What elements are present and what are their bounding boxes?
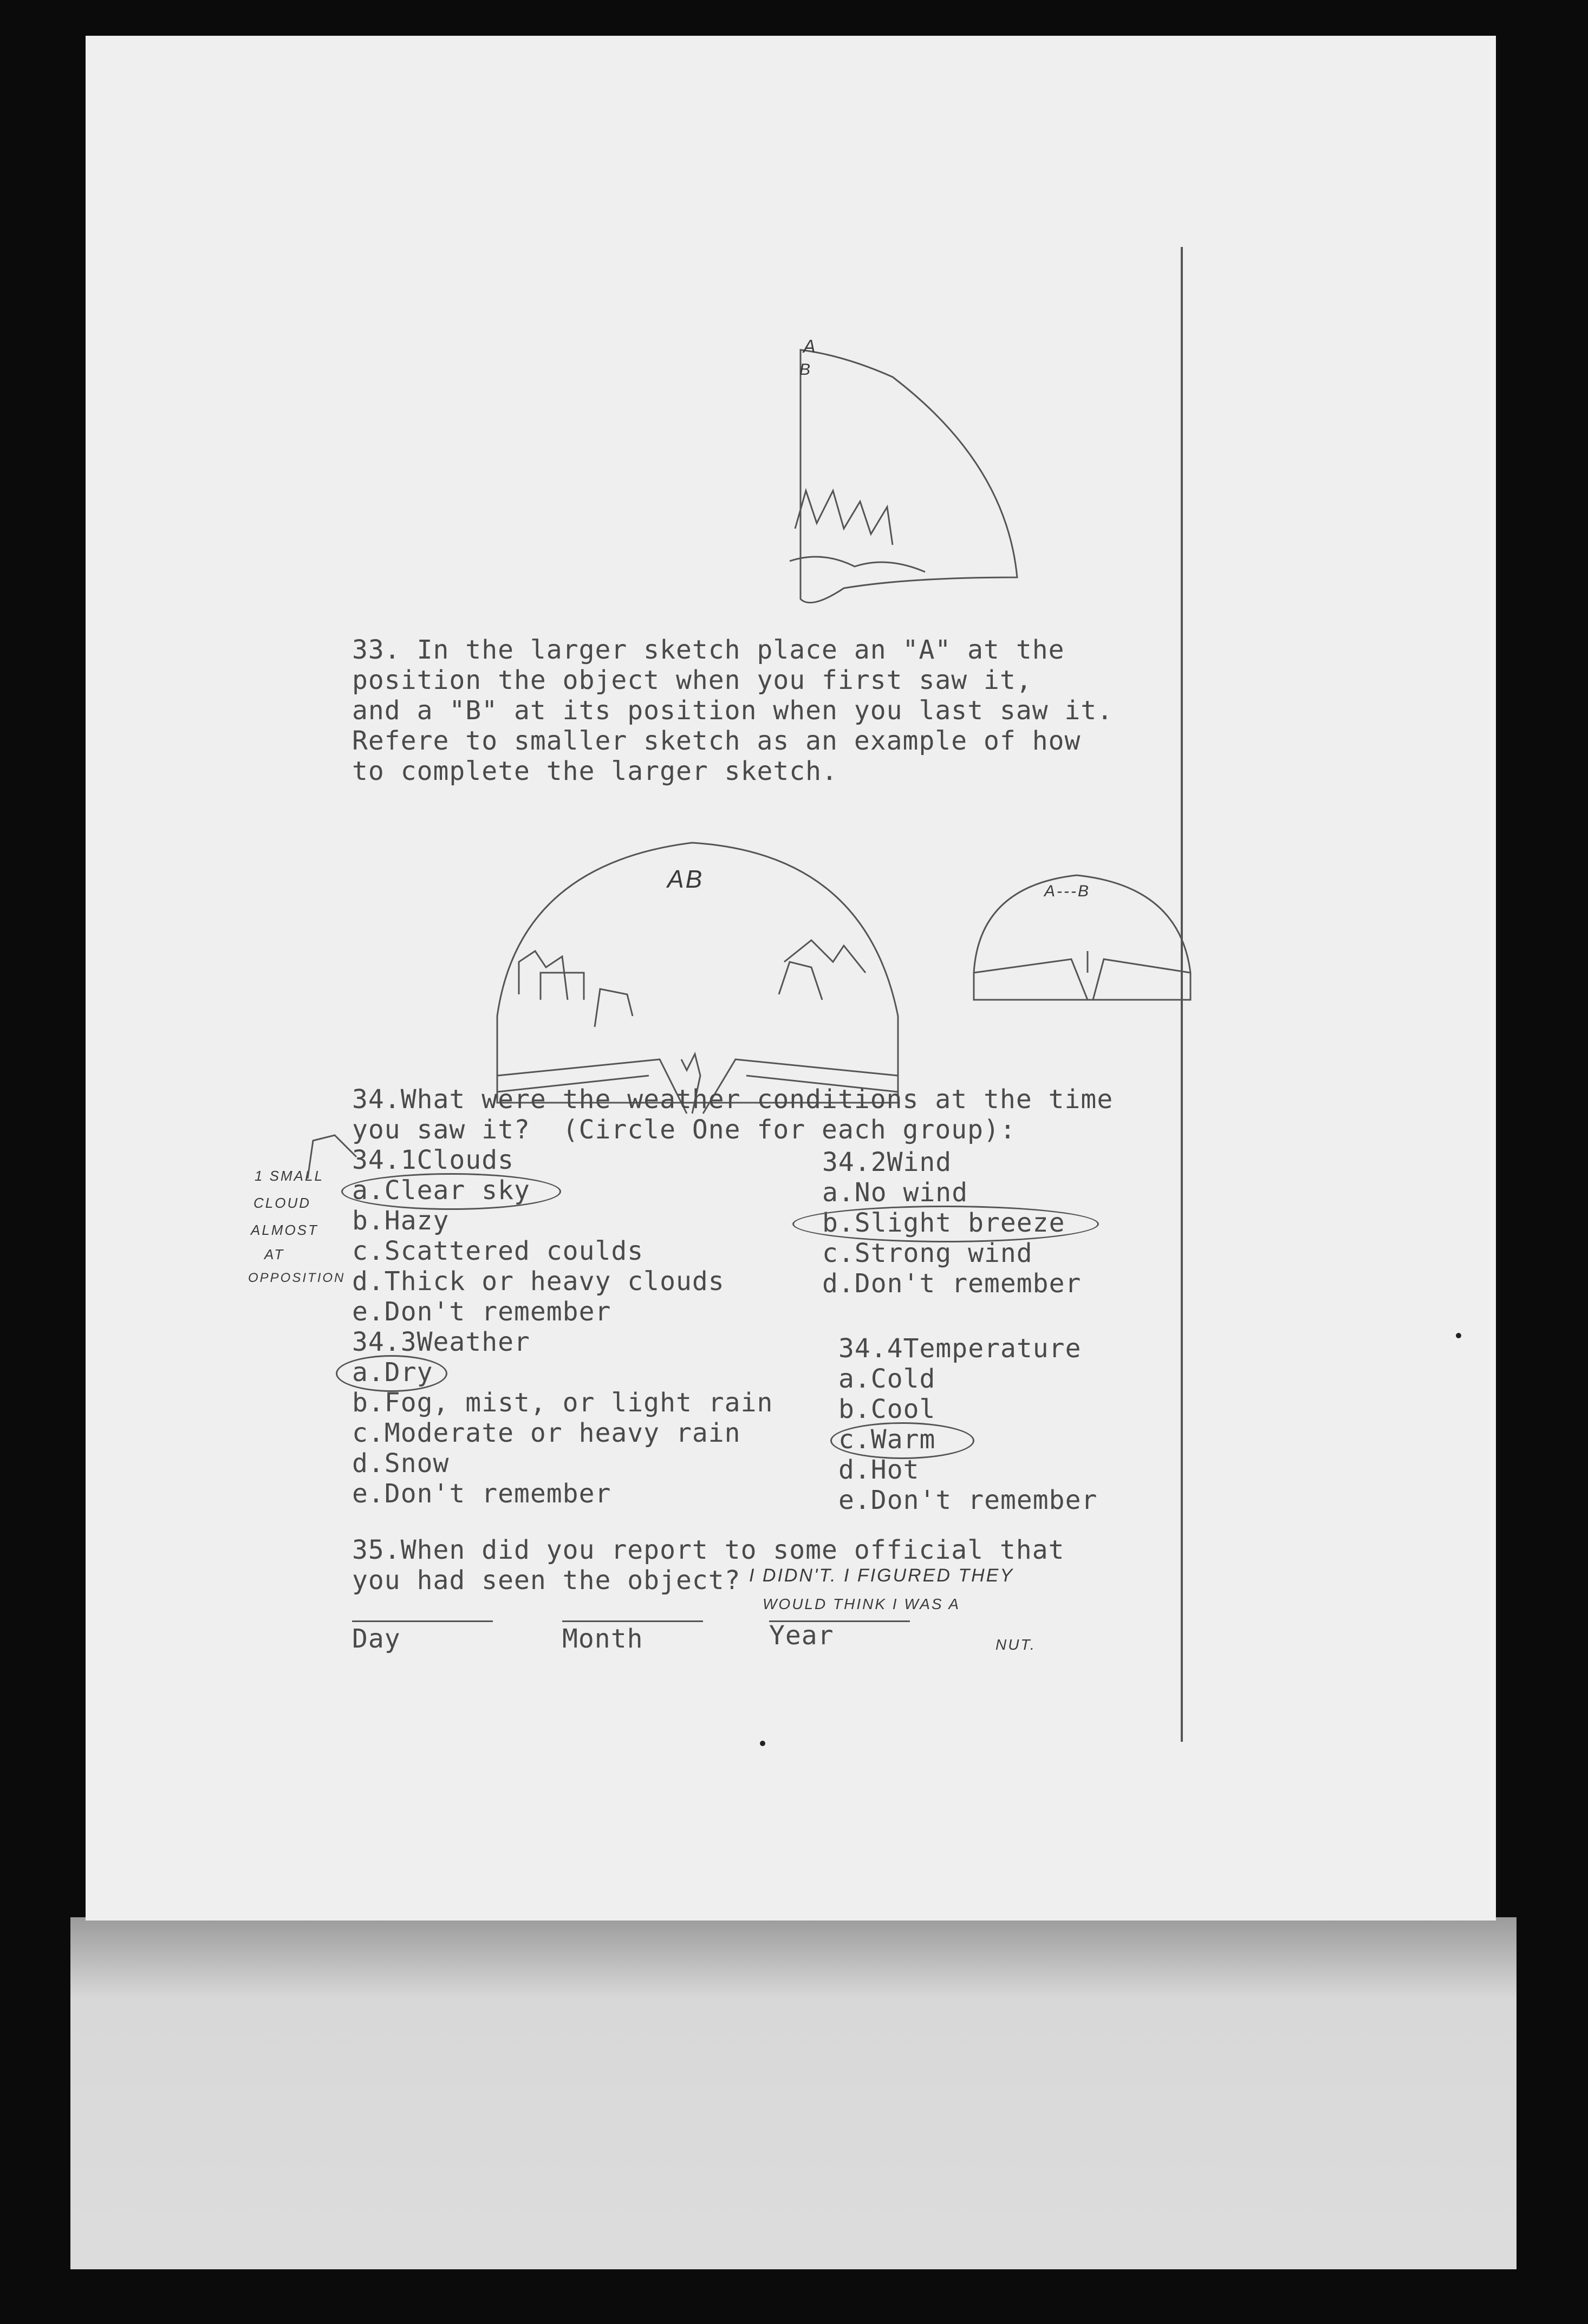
q33-line-4: Refere to smaller sketch as an example of how — [352, 726, 1081, 756]
film-border — [0, 2269, 1588, 2324]
margin-note-pointer — [302, 1130, 367, 1184]
example-sketch-label-b: B — [799, 361, 812, 379]
q35-line-1: 35.When did you report to some official that — [352, 1535, 1065, 1565]
weather-option-b[interactable]: b.Fog, mist, or light rain — [352, 1388, 773, 1418]
q33-line-1: 33. In the larger sketch place an "A" at the — [352, 635, 1065, 665]
stray-mark — [760, 1741, 765, 1746]
weather-option-a[interactable]: a.Dry — [352, 1357, 433, 1388]
wind-option-c[interactable]: c.Strong wind — [822, 1238, 1033, 1268]
margin-note-line-3: ALMOST — [251, 1222, 318, 1238]
clouds-heading: 34.1Clouds — [352, 1145, 514, 1175]
clouds-option-b[interactable]: b.Hazy — [352, 1206, 450, 1236]
day-field-label[interactable]: Day — [352, 1624, 401, 1654]
small-sketch-label: A---B — [1044, 882, 1090, 900]
q33-line-5: to complete the larger sketch. — [352, 756, 838, 786]
q35-line-2: you had seen the object? — [352, 1565, 741, 1596]
wind-option-a[interactable]: a.No wind — [822, 1177, 968, 1208]
clouds-option-a[interactable]: a.Clear sky — [352, 1175, 530, 1206]
q35-handwritten-1: I DIDN'T. I FIGURED THEY — [749, 1565, 1014, 1586]
wind-heading: 34.2Wind — [822, 1147, 952, 1177]
q34-line-2: you saw it? (Circle One for each group): — [352, 1115, 1016, 1145]
stray-mark — [1456, 1333, 1461, 1338]
clouds-option-d[interactable]: d.Thick or heavy clouds — [352, 1266, 725, 1297]
photo-underlay — [70, 1917, 1517, 2324]
q33-line-2: position the object when you first saw it, — [352, 665, 1032, 695]
temperature-option-e[interactable]: e.Don't remember — [838, 1485, 1098, 1515]
temperature-option-c[interactable]: c.Warm — [838, 1424, 936, 1455]
q35-handwritten-3: NUT. — [995, 1636, 1036, 1653]
temperature-option-d[interactable]: d.Hot — [838, 1455, 920, 1485]
weather-option-e[interactable]: e.Don't remember — [352, 1479, 611, 1509]
day-blank — [352, 1620, 493, 1622]
margin-note-line-2: CLOUD — [253, 1195, 311, 1211]
temperature-option-b[interactable]: b.Cool — [838, 1394, 936, 1424]
example-sketch-label-a: A — [803, 336, 817, 357]
margin-note-line-4: AT — [264, 1246, 285, 1262]
q33-line-3: and a "B" at its position when you last saw it. — [352, 695, 1114, 726]
temperature-selection-circle — [830, 1422, 974, 1459]
weather-selection-circle — [336, 1355, 447, 1392]
example-sketch-quarter — [681, 328, 1060, 653]
month-blank — [562, 1620, 703, 1622]
margin-note-line-5: OPPOSITION — [248, 1271, 346, 1285]
weather-option-c[interactable]: c.Moderate or heavy rain — [352, 1418, 741, 1448]
clouds-selection-circle — [341, 1173, 561, 1210]
temperature-heading: 34.4Temperature — [838, 1333, 1082, 1364]
q34-line-1: 34.What were the weather conditions at the time — [352, 1084, 1114, 1115]
wind-selection-circle — [792, 1206, 1099, 1242]
margin-note-line-1: 1 SMALL — [255, 1168, 324, 1184]
year-field-label[interactable]: Year — [769, 1620, 834, 1651]
q35-handwritten-2: WOULD THINK I WAS A — [763, 1596, 961, 1612]
clouds-option-c[interactable]: c.Scattered coulds — [352, 1236, 644, 1266]
wind-option-b[interactable]: b.Slight breeze — [822, 1208, 1065, 1238]
wind-option-d[interactable]: d.Don't remember — [822, 1268, 1082, 1299]
questionnaire-page — [86, 36, 1496, 1921]
clouds-option-e[interactable]: e.Don't remember — [352, 1297, 611, 1327]
large-sketch-label: AB — [667, 865, 704, 893]
month-field-label[interactable]: Month — [562, 1624, 643, 1654]
temperature-option-a[interactable]: a.Cold — [838, 1364, 936, 1394]
weather-heading: 34.3Weather — [352, 1327, 530, 1357]
weather-option-d[interactable]: d.Snow — [352, 1448, 450, 1479]
